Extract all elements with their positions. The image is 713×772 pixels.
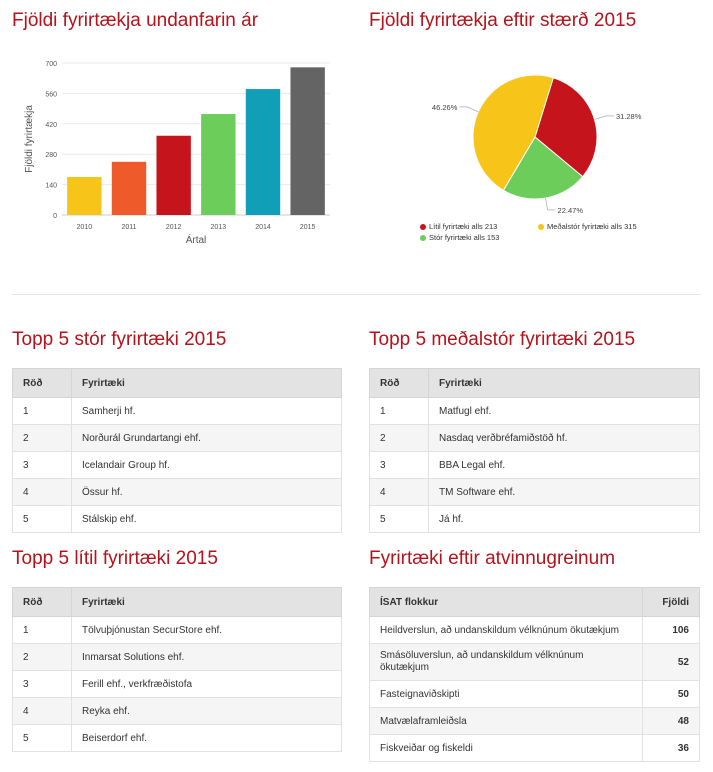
rank-cell: 1: [370, 398, 429, 425]
company-cell: Tölvuþjónustan SecurStore ehf.: [72, 617, 342, 644]
table-header-row: [13, 369, 342, 398]
column-header-rank: Röð: [13, 369, 72, 398]
slice-percent-label: 22.47%: [557, 205, 583, 215]
rank-cell: 3: [370, 452, 429, 479]
large-companies-title: Topp 5 stór fyrirtæki 2015: [12, 329, 227, 350]
company-cell: Reyka ehf.: [72, 698, 342, 725]
category-cell: Smásöluverslun, að undanskildum vélknúnum ökutækjum: [370, 644, 643, 681]
slice-leader-line: [459, 107, 478, 112]
table-row: [13, 479, 342, 506]
section-divider: [12, 294, 701, 295]
company-cell: Beiserdorf ehf.: [72, 725, 342, 752]
table-row: [13, 452, 342, 479]
category-cell: Heildverslun, að undanskildum vélknúnum ökutækjum: [370, 617, 643, 644]
legend-item-small[interactable]: Lítil fyrirtæki alls 213: [420, 222, 497, 231]
legend-swatch: [420, 224, 426, 230]
column-header-count: Fjöldi: [643, 588, 700, 617]
y-tick-label: 280: [45, 152, 57, 160]
column-header-company: Fyrirtæki: [72, 588, 342, 617]
table-row: [13, 617, 342, 644]
table-row: [13, 644, 342, 671]
pie-legend: [420, 222, 680, 248]
company-cell: Já hf.: [429, 506, 700, 533]
count-cell: 50: [643, 681, 700, 708]
rank-cell: 5: [13, 506, 72, 533]
company-cell: Stálskip ehf.: [72, 506, 342, 533]
category-cell: Fasteignaviðskipti: [370, 681, 643, 708]
table-row: [13, 725, 342, 752]
legend-swatch: [538, 224, 544, 230]
x-tick-label: 2010: [76, 224, 93, 231]
slice-percent-label: 46.26%: [431, 102, 458, 112]
bar: [67, 177, 101, 215]
rank-cell: 1: [13, 398, 72, 425]
medium-companies-title: Topp 5 meðalstór fyrirtæki 2015: [369, 329, 636, 350]
large-companies-table: [12, 368, 342, 533]
bar: [246, 89, 280, 215]
bar-chart-title: Fjöldi fyrirtækja undanfarin ár: [12, 10, 259, 31]
legend-item-large[interactable]: Stór fyrirtæki alls 153: [420, 233, 499, 242]
rank-cell: 1: [13, 617, 72, 644]
x-tick-label: 2011: [121, 224, 137, 231]
slice-percent-label: 31.28%: [615, 111, 642, 121]
table-row: [13, 671, 342, 698]
count-cell: 52: [643, 644, 700, 681]
rank-cell: 4: [370, 479, 429, 506]
table-row: [370, 681, 700, 708]
industry-title: Fyrirtæki eftir atvinnugreinum: [369, 548, 616, 569]
x-tick-label: 2015: [299, 224, 316, 231]
slice-leader-line: [594, 116, 614, 119]
table-header-row: [370, 369, 700, 398]
table-row: [370, 452, 700, 479]
company-cell: Samherji hf.: [72, 398, 342, 425]
rank-cell: 4: [13, 698, 72, 725]
rank-cell: 4: [13, 479, 72, 506]
x-tick-label: 2014: [255, 224, 271, 231]
table-row: [370, 735, 700, 762]
category-cell: Fiskveiðar og fiskeldi: [370, 735, 643, 762]
count-cell: 106: [643, 617, 700, 644]
pie-chart-title: Fjöldi fyrirtækja eftir stærð 2015: [369, 10, 637, 31]
y-tick-label: 140: [45, 182, 57, 190]
industry-table: [369, 587, 700, 762]
rank-cell: 3: [13, 671, 72, 698]
x-tick-label: 2013: [210, 224, 227, 231]
small-companies-table: [12, 587, 342, 752]
column-header-company: Fyrirtæki: [429, 369, 700, 398]
y-tick-label: 700: [45, 61, 57, 68]
table-row: [13, 698, 342, 725]
table-row: [370, 479, 700, 506]
company-cell: TM Software ehf.: [429, 479, 700, 506]
table-header-row: [13, 588, 342, 617]
company-cell: Inmarsat Solutions ehf.: [72, 644, 342, 671]
y-tick-label: 420: [45, 121, 57, 129]
table-row: [370, 644, 700, 681]
legend-item-medium[interactable]: Meðalstór fyrirtæki alls 315: [538, 222, 637, 231]
table-header-row: [370, 588, 700, 617]
y-tick-label: 0: [53, 213, 57, 220]
table-row: [370, 398, 700, 425]
company-cell: Matfugl ehf.: [429, 398, 700, 425]
category-cell: Matvælaframleiðsla: [370, 708, 643, 735]
column-header-rank: Röð: [370, 369, 429, 398]
rank-cell: 5: [370, 506, 429, 533]
rank-cell: 2: [13, 425, 72, 452]
y-tick-label: 560: [45, 91, 57, 99]
company-cell: BBA Legal ehf.: [429, 452, 700, 479]
bar: [290, 67, 324, 215]
company-cell: Icelandair Group hf.: [72, 452, 342, 479]
x-tick-label: 2012: [165, 224, 182, 231]
rank-cell: 2: [370, 425, 429, 452]
bar: [156, 136, 190, 215]
medium-companies-table: [369, 368, 700, 533]
y-axis-label: Fjöldi fyrirtækja: [24, 105, 35, 173]
legend-swatch: [420, 235, 426, 241]
table-row: [13, 506, 342, 533]
table-row: [370, 708, 700, 735]
x-axis-label: Ártal: [185, 235, 207, 246]
company-cell: Norðurál Grundartangi ehf.: [72, 425, 342, 452]
table-row: [13, 425, 342, 452]
table-row: [370, 506, 700, 533]
rank-cell: 3: [13, 452, 72, 479]
company-cell: Ferill ehf., verkfræðistofa: [72, 671, 342, 698]
bar: [201, 114, 235, 215]
rank-cell: 5: [13, 725, 72, 752]
company-cell: Össur hf.: [72, 479, 342, 506]
table-row: [370, 617, 700, 644]
column-header-rank: Röð: [13, 588, 72, 617]
column-header-company: Fyrirtæki: [72, 369, 342, 398]
table-row: [13, 398, 342, 425]
company-cell: Nasdaq verðbréfamiðstöð hf.: [429, 425, 700, 452]
count-cell: 48: [643, 708, 700, 735]
table-row: [370, 425, 700, 452]
count-cell: 36: [643, 735, 700, 762]
slice-leader-line: [546, 198, 556, 210]
rank-cell: 2: [13, 644, 72, 671]
pie-chart: [420, 55, 650, 220]
bar-chart: [0, 45, 345, 255]
column-header-category: ÍSAT flokkur: [370, 588, 643, 617]
bar: [112, 162, 146, 215]
small-companies-title: Topp 5 lítil fyrirtæki 2015: [12, 548, 218, 569]
